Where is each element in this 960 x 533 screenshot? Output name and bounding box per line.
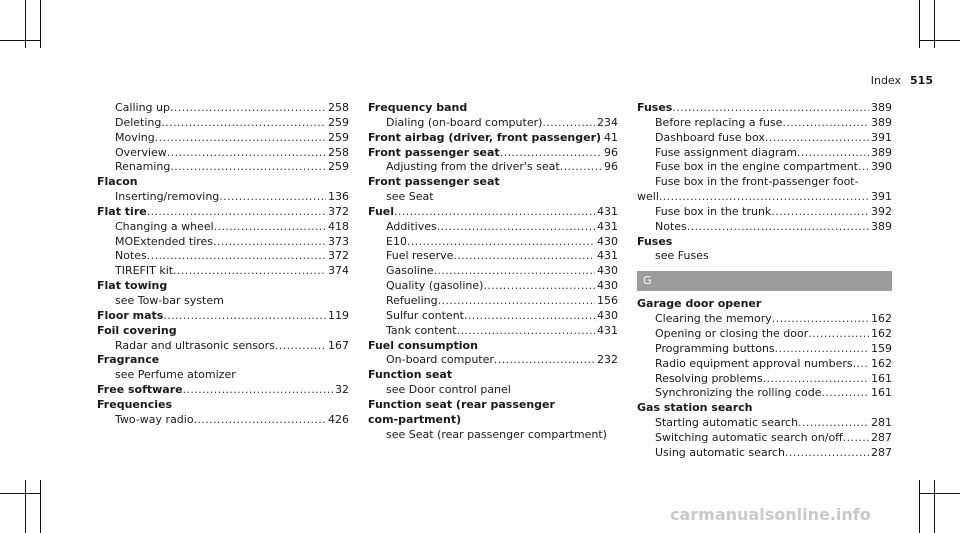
crop-mark bbox=[919, 480, 920, 533]
index-subentry: Calling up ..... 258 bbox=[97, 101, 349, 116]
index-subentry: Gasoline ..... 430 bbox=[368, 264, 618, 279]
index-heading: Flat towing bbox=[97, 279, 168, 293]
section-label: Index bbox=[870, 74, 902, 87]
watermark: carmanualsonline.info bbox=[670, 505, 871, 524]
index-subentry: Switching automatic search on/off ..... 287 bbox=[637, 431, 892, 446]
index-subentry: TIREFIT kit ..... 374 bbox=[97, 264, 349, 279]
index-heading: Function seat (rear passenger com-partment) bbox=[368, 397, 555, 426]
index-heading: Fuses bbox=[637, 234, 673, 248]
index-subentry: Synchronizing the rolling code ..... 161 bbox=[637, 386, 892, 401]
index-subentry: Radio equipment approval numbers ..... 162 bbox=[637, 357, 892, 372]
see-reference: see Seat (rear passenger compartment) bbox=[386, 427, 607, 441]
index-subentry: Additives ..... 431 bbox=[368, 220, 618, 235]
index-subentry: Notes ..... 372 bbox=[97, 249, 349, 264]
index-heading: Fuel consumption bbox=[368, 338, 478, 352]
index-subentry: well ..... 391 bbox=[637, 190, 892, 205]
index-subentry: Tank content ..... 431 bbox=[368, 324, 618, 339]
index-heading: Foil covering bbox=[97, 323, 177, 337]
index-subentry: Deleting ..... 259 bbox=[97, 116, 349, 131]
crop-mark bbox=[0, 40, 40, 41]
index-subentry: Programming buttons ..... 159 bbox=[637, 342, 892, 357]
see-reference: see Door control panel bbox=[386, 383, 511, 397]
index-subentry: Fuse assignment diagram ..... 389 bbox=[637, 146, 892, 161]
page-number: 515 bbox=[910, 74, 933, 87]
index-subentry: Dialing (on-board computer) ..... 234 bbox=[368, 116, 618, 131]
see-reference: see Seat bbox=[386, 190, 434, 204]
index-heading: Front passenger seat ..... 96 bbox=[368, 146, 618, 161]
index-subentry: Notes ..... 389 bbox=[637, 220, 892, 235]
crop-mark bbox=[919, 40, 960, 41]
index-heading: Flacon bbox=[97, 175, 138, 189]
index-heading: Fragrance bbox=[97, 353, 160, 367]
index-heading: Fuses ..... 389 bbox=[637, 101, 892, 116]
index-subentry: Clearing the memory ..... 162 bbox=[637, 312, 892, 327]
crop-mark bbox=[25, 480, 26, 533]
crop-mark bbox=[919, 493, 960, 494]
index-subentry: Radar and ultrasonic sensors ..... 167 bbox=[97, 339, 349, 354]
index-subentry: On-board computer ..... 232 bbox=[368, 353, 618, 368]
index-subentry: Before replacing a fuse ..... 389 bbox=[637, 116, 892, 131]
index-subentry: Fuse box in the trunk ..... 392 bbox=[637, 205, 892, 220]
index-subentry: Adjusting from the driver's seat ..... 96 bbox=[368, 160, 618, 175]
index-heading: Fuel ..... 431 bbox=[368, 205, 618, 220]
index-subentry: Starting automatic search ..... 281 bbox=[637, 416, 892, 431]
index-heading: Function seat bbox=[368, 368, 453, 382]
index-heading: Garage door opener bbox=[637, 297, 762, 311]
see-reference: see Tow-bar system bbox=[115, 293, 224, 307]
index-column-1 bbox=[97, 101, 349, 428]
index-subentry: Using automatic search ..... 287 bbox=[637, 446, 892, 461]
letter-divider: G bbox=[637, 271, 892, 291]
index-subentry: Sulfur content ..... 430 bbox=[368, 309, 618, 324]
index-subentry: Fuel reserve ..... 431 bbox=[368, 249, 618, 264]
index-subentry: Two-way radio ..... 426 bbox=[97, 413, 349, 428]
index-heading: Front airbag (driver, front passenger) ..... 41 bbox=[368, 131, 618, 146]
index-subentry: Dashboard fuse box ..... 391 bbox=[637, 131, 892, 146]
index-subentry: Refueling ..... 156 bbox=[368, 294, 618, 309]
index-subentry: Resolving problems ..... 161 bbox=[637, 372, 892, 387]
index-subentry: Inserting/removing ..... 136 bbox=[97, 190, 349, 205]
index-heading: Flat tire ..... 372 bbox=[97, 205, 349, 220]
crop-mark bbox=[40, 0, 41, 48]
index-subentry: Changing a wheel ..... 418 bbox=[97, 220, 349, 235]
index-subentry: Quality (gasoline) ..... 430 bbox=[368, 279, 618, 294]
index-heading: Frequency band bbox=[368, 101, 468, 114]
crop-mark bbox=[0, 493, 40, 494]
index-subentry: Fuse box in the engine compartment ..... 390 bbox=[637, 160, 892, 175]
index-subentry: MOExtended tires ..... 373 bbox=[97, 235, 349, 250]
index-subentry: Renaming ..... 259 bbox=[97, 160, 349, 175]
crop-mark bbox=[40, 480, 41, 533]
index-subentry: Opening or closing the door ..... 162 bbox=[637, 327, 892, 342]
index-column-3 bbox=[637, 101, 892, 461]
see-reference: see Perfume atomizer bbox=[115, 368, 236, 382]
index-column-2 bbox=[368, 101, 618, 442]
running-head bbox=[871, 74, 933, 87]
index-subentry: Moving ..... 259 bbox=[97, 131, 349, 146]
crop-mark bbox=[934, 480, 935, 533]
index-subentry: Fuse box in the front-passenger foot- bbox=[655, 175, 859, 189]
index-heading: Free software ..... 32 bbox=[97, 383, 349, 398]
see-reference: see Fuses bbox=[655, 249, 709, 263]
index-heading: Gas station search bbox=[637, 401, 753, 415]
index-heading: Frequencies bbox=[97, 397, 172, 411]
index-heading: Floor mats ..... 119 bbox=[97, 309, 349, 324]
index-subentry: E10 ..... 430 bbox=[368, 235, 618, 250]
index-heading: Front passenger seat bbox=[368, 175, 500, 189]
index-subentry: Overview ..... 258 bbox=[97, 146, 349, 161]
